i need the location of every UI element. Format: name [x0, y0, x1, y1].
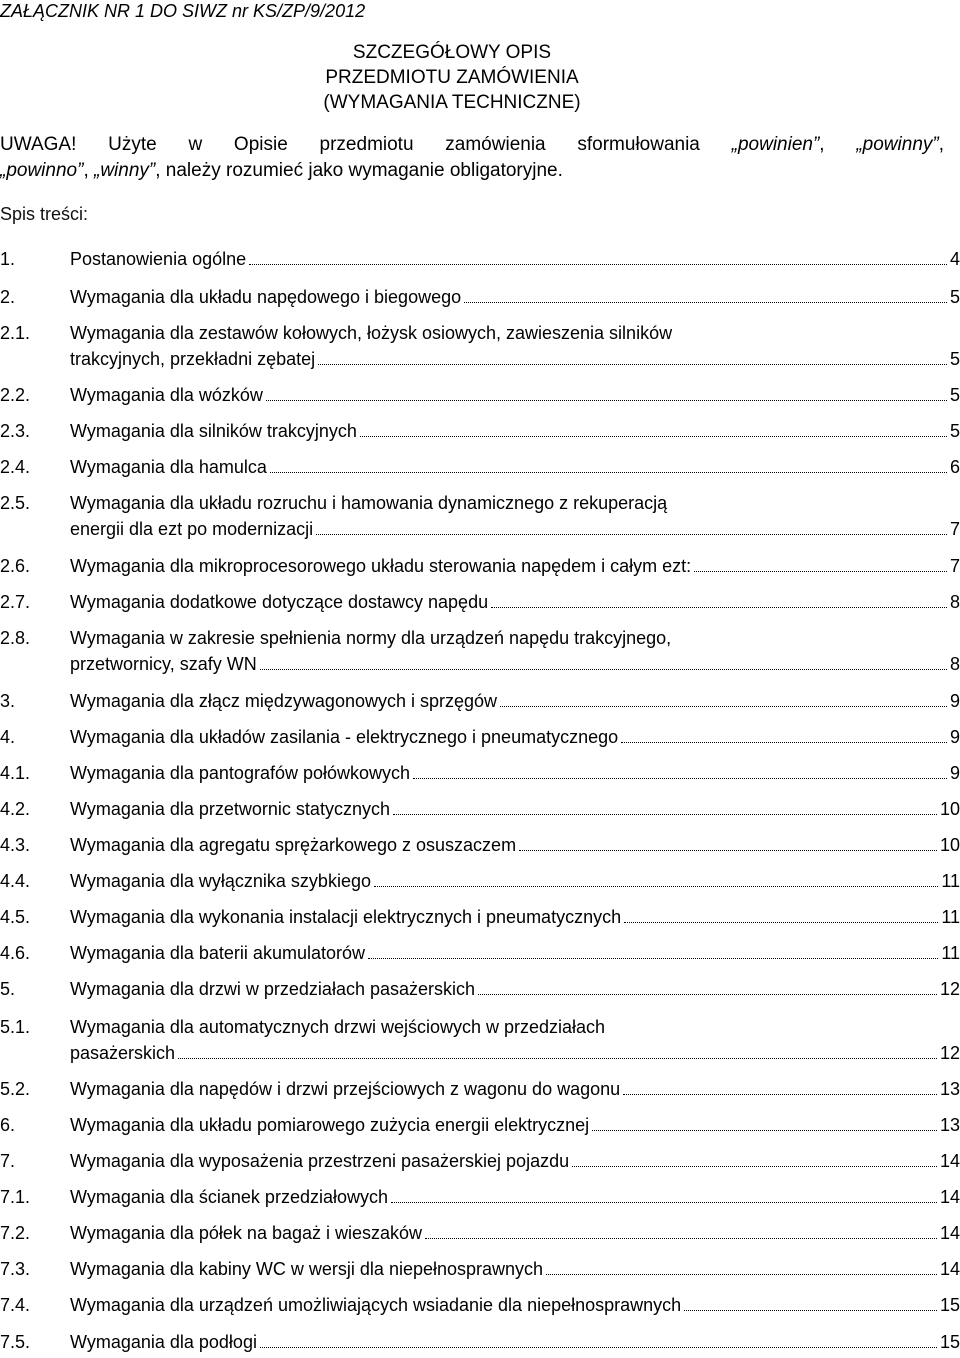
toc-dot-leader	[318, 364, 947, 365]
toc-entry-number: 2.6.	[0, 556, 31, 576]
toc-dot-leader	[478, 994, 937, 995]
toc-entry-page: 10	[939, 835, 960, 855]
toc-dot-leader	[624, 922, 938, 923]
toc-entry-number: 4.1.	[0, 763, 31, 783]
toc-entry-number: 4.6.	[0, 943, 31, 963]
toc-entry-number: 4.4.	[0, 871, 31, 891]
toc-entry-page: 7	[949, 556, 960, 576]
toc-entry-number: 4.	[0, 727, 16, 747]
toc-entry-title: Wymagania dla urządzeń umożliwiających wsiadanie dla niepełnosprawnych	[70, 1295, 682, 1315]
toc-entry-number: 4.3.	[0, 835, 31, 855]
toc-entry-page: 14	[939, 1187, 960, 1207]
toc-dot-leader	[413, 778, 947, 779]
toc-entry-title: Wymagania dla układu napędowego i biegowego	[70, 287, 462, 307]
toc-entry-page: 13	[939, 1115, 960, 1135]
toc-entry-title: Wymagania dla ścianek przedziałowych	[70, 1187, 388, 1207]
toc-entry-number: 6.	[0, 1115, 16, 1135]
toc-entry-number: 7.2.	[0, 1223, 31, 1243]
toc-entry-page: 13	[939, 1079, 960, 1099]
toc-dot-leader	[684, 1310, 937, 1311]
toc-entry-page: 11	[941, 907, 960, 927]
toc-entry-title: Wymagania dla wyposażenia przestrzeni pasażerskiej pojazdu	[70, 1151, 570, 1171]
toc-entry-title: Wymagania dodatkowe dotyczące dostawcy napędu	[70, 592, 489, 612]
toc-entry-number: 2.4.	[0, 457, 31, 477]
term-powinien: „powinien”	[731, 134, 820, 155]
toc-dot-leader	[266, 400, 947, 401]
attachment-header: ZAŁĄCZNIK NR 1 DO SIWZ nr KS/ZP/9/2012	[0, 1, 366, 21]
toc-dot-leader	[425, 1238, 937, 1239]
toc-entry-title: Postanowienia ogólne	[70, 249, 247, 269]
toc-dot-leader	[270, 472, 947, 473]
toc-entry-title: przetwornicy, szafy WN	[70, 654, 257, 674]
toc-entry-page: 14	[939, 1151, 960, 1171]
toc-entry-number: 7.5.	[0, 1332, 31, 1352]
toc-entry-page: 9	[949, 691, 960, 711]
term-powinny: „powinny”	[856, 134, 939, 155]
toc-dot-leader	[623, 1094, 937, 1095]
toc-entry-title: Wymagania w zakresie spełnienia normy dla urządzeń napędu trakcyjnego,	[70, 628, 672, 648]
toc-entry-title: Wymagania dla napędów i drzwi przejściowych z wagonu do wagonu	[70, 1079, 621, 1099]
title-line-1: SZCZEGÓŁOWY OPIS	[352, 42, 552, 63]
toc-entry-page: 5	[949, 421, 960, 441]
term-winny: „winny”	[94, 160, 156, 181]
toc-entry-page: 12	[939, 1043, 960, 1063]
toc-dot-leader	[694, 571, 947, 572]
toc-entry-title: Wymagania dla silników trakcyjnych	[70, 421, 357, 441]
toc-entry-title: Wymagania dla mikroprocesorowego układu sterowania napędem i całym ezt:	[70, 556, 692, 576]
toc-dot-leader	[391, 1202, 937, 1203]
toc-entry-title: Wymagania dla wózków	[70, 385, 263, 405]
toc-entry-title: Wymagania dla baterii akumulatorów	[70, 943, 365, 963]
toc-entry-title: Wymagania dla układu pomiarowego zużycia energii elektrycznej	[70, 1115, 590, 1135]
term-powinno: „powinno”	[0, 160, 84, 181]
toc-entry-page: 5	[949, 287, 960, 307]
toc-entry-page: 8	[949, 592, 960, 612]
toc-entry-title: Wymagania dla podłogi	[70, 1332, 257, 1352]
toc-entry-title: Wymagania dla układu rozruchu i hamowania dynamicznego z rekuperacją	[70, 493, 668, 513]
toc-entry-page: 12	[939, 979, 960, 999]
toc-entry-title: Wymagania dla kabiny WC w wersji dla niepełnosprawnych	[70, 1259, 544, 1279]
toc-dot-leader	[621, 742, 947, 743]
toc-entry-title: Wymagania dla drzwi w przedziałach pasażerskich	[70, 979, 476, 999]
toc-entry-page: 7	[949, 519, 960, 539]
toc-dot-leader	[260, 1347, 937, 1348]
toc-dot-leader	[500, 706, 947, 707]
toc-dot-leader	[491, 607, 947, 608]
toc-entry-number: 7.1.	[0, 1187, 31, 1207]
toc-entry-title: Wymagania dla automatycznych drzwi wejściowych w przedziałach	[70, 1017, 606, 1037]
toc-entry-page: 14	[939, 1259, 960, 1279]
toc-entry-page: 15	[939, 1295, 960, 1315]
notice-separator: ,	[819, 134, 857, 155]
notice-suffix: , należy rozumieć jako wymaganie obligatoryjne.	[155, 160, 563, 181]
toc-entry-title: Wymagania dla półek na bagaż i wieszaków	[70, 1223, 423, 1243]
toc-entry-title: Wymagania dla przetwornic statycznych	[70, 799, 390, 819]
toc-dot-leader	[393, 814, 937, 815]
toc-entry-number: 2.8.	[0, 628, 31, 648]
toc-entry-title: energii dla ezt po modernizacji	[70, 519, 314, 539]
toc-entry-number: 3.	[0, 691, 16, 711]
toc-dot-leader	[519, 850, 937, 851]
toc-entry-number: 2.7.	[0, 592, 31, 612]
toc-dot-leader	[178, 1058, 937, 1059]
toc-dot-leader	[572, 1166, 937, 1167]
toc-entry-title: Wymagania dla układów zasilania - elektrycznego i pneumatycznego	[70, 727, 619, 747]
toc-entry-number: 7.4.	[0, 1295, 31, 1315]
toc-entry-title: trakcyjnych, przekładni zębatej	[70, 349, 316, 369]
toc-dot-leader	[316, 534, 947, 535]
toc-entry-number: 4.2.	[0, 799, 31, 819]
toc-dot-leader	[260, 669, 947, 670]
toc-entry-page: 11	[941, 943, 960, 963]
toc-entry-title: pasażerskich	[70, 1043, 176, 1063]
toc-entry-page: 5	[949, 349, 960, 369]
toc-entry-title: Wymagania dla złącz międzywagonowych i sprzęgów	[70, 691, 498, 711]
title-line-3: (WYMAGANIA TECHNICZNE)	[323, 92, 581, 113]
toc-dot-leader	[368, 958, 938, 959]
toc-entry-number: 1.	[0, 249, 16, 269]
toc-entry-title: Wymagania dla pantografów połówkowych	[70, 763, 411, 783]
toc-entry-number: 2.1.	[0, 323, 31, 343]
toc-entry-page: 4	[949, 249, 960, 269]
toc-entry-number: 4.5.	[0, 907, 31, 927]
toc-entry-number: 2.	[0, 287, 16, 307]
toc-dot-leader	[546, 1274, 937, 1275]
toc-entry-page: 9	[949, 727, 960, 747]
toc-entry-page: 15	[939, 1332, 960, 1352]
toc-dot-leader	[249, 264, 947, 265]
toc-dot-leader	[360, 436, 947, 437]
toc-dot-leader	[464, 302, 947, 303]
toc-entry-number: 5.1.	[0, 1017, 31, 1037]
toc-entry-title: Wymagania dla zestawów kołowych, łożysk osiowych, zawieszenia silników	[70, 323, 673, 343]
toc-entry-page: 5	[949, 385, 960, 405]
toc-entry-title: Wymagania dla wyłącznika szybkiego	[70, 871, 371, 891]
toc-entry-number: 5.	[0, 979, 16, 999]
toc-entry-number: 2.2.	[0, 385, 31, 405]
notice-separator: ,	[83, 160, 94, 181]
toc-entry-page: 14	[939, 1223, 960, 1243]
toc-heading: Spis treści:	[0, 204, 89, 224]
toc-entry-number: 2.3.	[0, 421, 31, 441]
toc-entry-number: 2.5.	[0, 493, 31, 513]
toc-entry-title: Wymagania dla hamulca	[70, 457, 267, 477]
toc-entry-number: 5.2.	[0, 1079, 31, 1099]
toc-dot-leader	[374, 886, 938, 887]
toc-entry-title: Wymagania dla agregatu sprężarkowego z osuszaczem	[70, 835, 517, 855]
notice-separator: ,	[938, 134, 944, 155]
toc-entry-page: 11	[941, 871, 960, 891]
toc-entry-title: Wymagania dla wykonania instalacji elektrycznych i pneumatycznych	[70, 907, 622, 927]
title-line-2: PRZEDMIOTU ZAMÓWIENIA	[325, 67, 579, 88]
toc-entry-number: 7.3.	[0, 1259, 31, 1279]
notice-prefix: UWAGA! Użyte w Opisie przedmiotu zamówienia sformułowania	[0, 134, 732, 155]
toc-entry-page: 6	[949, 457, 960, 477]
toc-entry-page: 8	[949, 654, 960, 674]
toc-entry-page: 9	[949, 763, 960, 783]
toc-dot-leader	[592, 1130, 937, 1131]
toc-entry-page: 10	[939, 799, 960, 819]
toc-entry-number: 7.	[0, 1151, 16, 1171]
